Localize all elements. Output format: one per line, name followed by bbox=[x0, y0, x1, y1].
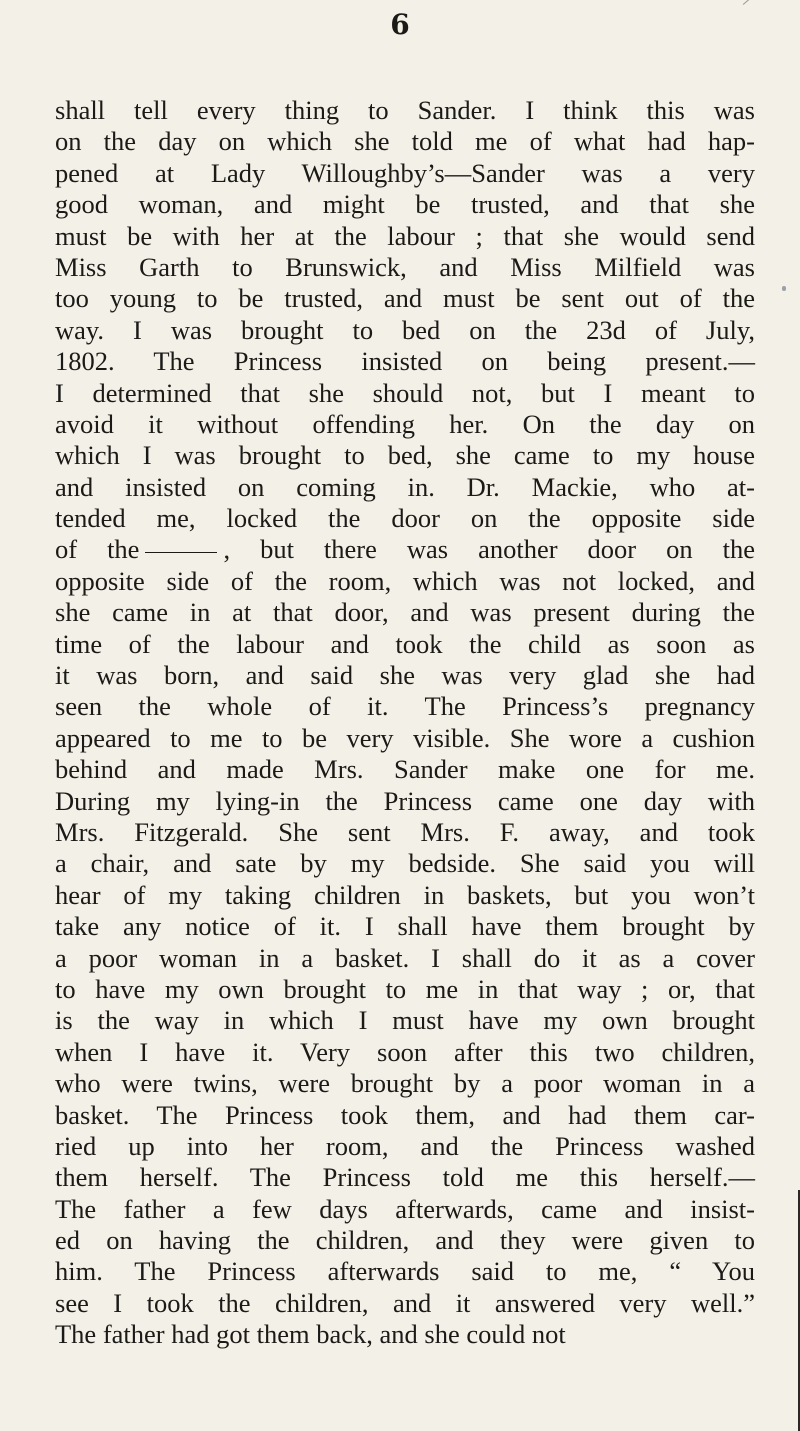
text-line: a chair, and sate by my bedside. She said you will bbox=[55, 848, 755, 879]
text-line: 1802. The Princess insisted on being present.— bbox=[55, 346, 755, 377]
text-line: pened at Lady Willoughby’s—Sander was a very bbox=[55, 157, 755, 188]
text-line: behind and made Mrs. Sander make one for me. bbox=[55, 754, 755, 785]
text-line: The father a few days afterwards, came and insist- bbox=[55, 1193, 755, 1224]
text-line: she came in at that door, and was present during the bbox=[55, 597, 755, 628]
text-line: it was born, and said she was very glad she had bbox=[55, 660, 755, 691]
text-line: seen the whole of it. The Princess’s pregnancy bbox=[55, 691, 755, 722]
text-line: ried up into her room, and the Princess washed bbox=[55, 1130, 755, 1161]
text-line: appeared to me to be very visible. She wore a cushion bbox=[55, 722, 755, 753]
text-line: ed on having the children, and they were given to bbox=[55, 1225, 755, 1256]
text-line: way. I was brought to bed on the 23d of July, bbox=[55, 314, 755, 345]
text-line: take any notice of it. I shall have them brought by bbox=[55, 911, 755, 942]
text-line: opposite side of the room, which was not locked, and bbox=[55, 565, 755, 596]
text-line: who were twins, were brought by a poor woman in a bbox=[55, 1068, 755, 1099]
text-line: which I was brought to bed, she came to my house bbox=[55, 440, 755, 471]
text-line: During my lying-in the Princess came one day with bbox=[55, 785, 755, 816]
body-text bbox=[55, 95, 755, 1351]
text-line: I determined that she should not, but I meant to bbox=[55, 377, 755, 408]
text-line: him. The Princess afterwards said to me, “ You bbox=[55, 1256, 755, 1287]
text-line: tended me, locked the door on the opposite side bbox=[55, 503, 755, 534]
text-line: them herself. The Princess told me this herself.— bbox=[55, 1162, 755, 1193]
text-line: must be with her at the labour ; that she would send bbox=[55, 220, 755, 251]
text-line: too young to be trusted, and must be sent out of the bbox=[55, 283, 755, 314]
text-line: Miss Garth to Brunswick, and Miss Milfield was bbox=[55, 251, 755, 282]
scan-mark bbox=[743, 0, 753, 6]
text-line: The father had got them back, and she could not bbox=[55, 1319, 566, 1350]
text-line: and insisted on coming in. Dr. Mackie, who at- bbox=[55, 471, 755, 502]
line-head: of the bbox=[55, 534, 140, 565]
omission-dash bbox=[145, 552, 217, 553]
page-number: 6 bbox=[390, 8, 410, 41]
text-line: on the day on which she told me of what had hap- bbox=[55, 126, 755, 157]
text-line-with-dash bbox=[55, 534, 755, 565]
text-line: good woman, and might be trusted, and that she bbox=[55, 189, 755, 220]
text-line: shall tell every thing to Sander. I think this was bbox=[55, 95, 755, 125]
text-line: basket. The Princess took them, and had them car- bbox=[55, 1099, 755, 1130]
text-line: a poor woman in a basket. I shall do it as a cover bbox=[55, 942, 755, 973]
text-line: is the way in which I must have my own brought bbox=[55, 1005, 755, 1036]
scan-speck bbox=[782, 286, 786, 291]
text-line: avoid it without offending her. On the day on bbox=[55, 408, 755, 439]
text-line: hear of my taking children in baskets, but you won’t bbox=[55, 879, 755, 910]
text-line: Mrs. Fitzgerald. She sent Mrs. F. away, and took bbox=[55, 816, 755, 847]
text-line: when I have it. Very soon after this two children, bbox=[55, 1036, 755, 1067]
text-line: to have my own brought to me in that way ; or, that bbox=[55, 973, 755, 1004]
text-line: time of the labour and took the child as soon as bbox=[55, 628, 755, 659]
text-line: see I took the children, and it answered very well.” bbox=[55, 1287, 755, 1318]
line-tail: , but there was another door on the bbox=[223, 534, 755, 565]
